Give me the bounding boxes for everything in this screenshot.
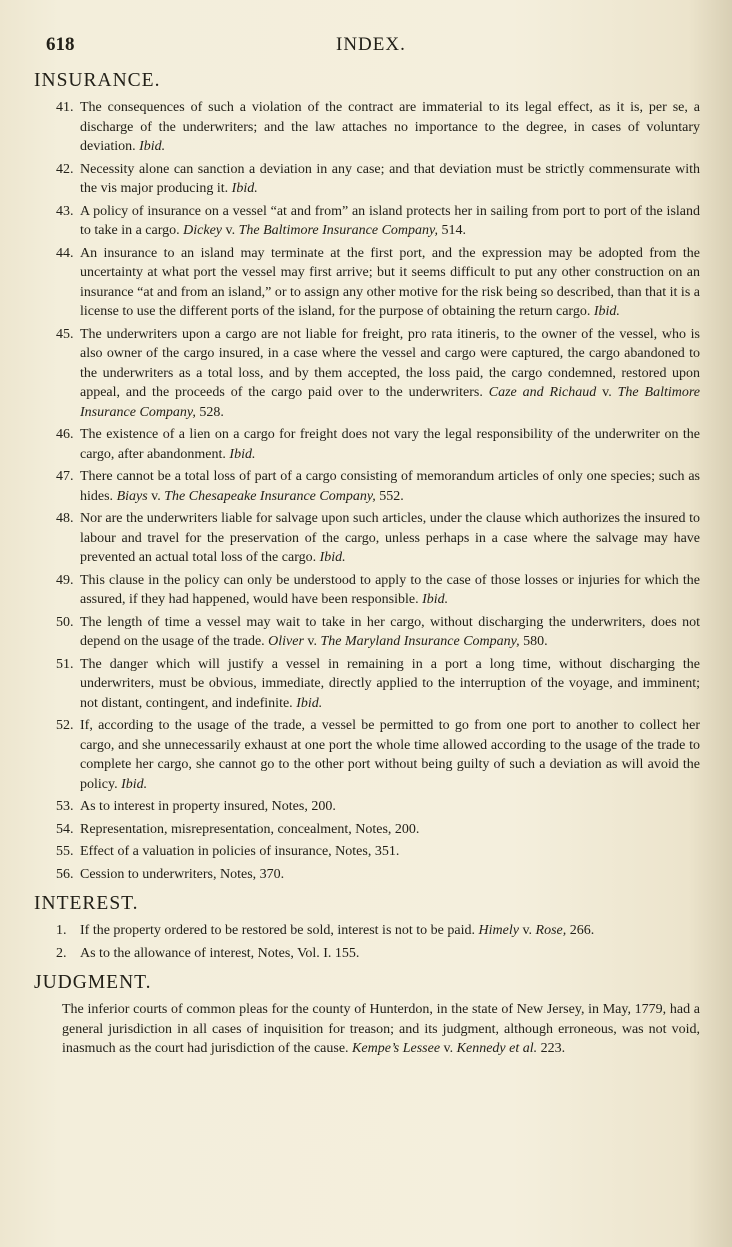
index-entry: 54. Representation, misrepresentation, concealment, Notes, 200. bbox=[56, 821, 420, 837]
index-entry: 56. Cession to underwriters, Notes, 370. bbox=[56, 866, 285, 882]
section-heading-insurance: INSURANCE. bbox=[34, 70, 161, 91]
index-entry: 55. Effect of a valuation in policies of insurance, Notes, 351. bbox=[56, 844, 400, 859]
index-entry: 43. A policy of insurance on a vessel “at and from” an island protects her in sailing from port to port of the island to take in a cargo. Dickey v. The Baltimore Insurance Company, 514. bbox=[56, 203, 700, 238]
index-entry: 2. As to the allowance of interest, Notes, Vol. I. 155. bbox=[56, 945, 360, 961]
index-entry: 52. If, according to the usage of the trade, a vessel be permitted to go from one port to another to collect her cargo, and she unnecessarily exhaust at one port the whole time allowed according to the usage of the trade to complete her cargo, she cannot go to the other port without being guilty of such a deviation as will avoid the policy. Ibid. bbox=[56, 718, 700, 792]
index-entry: 50. The length of time a vessel may wait to take in her cargo, without discharging the underwriters, does not depend on the usage of the trade. Oliver v. The Maryland Insurance Company, 580. bbox=[56, 614, 700, 649]
index-entry: 48. Nor are the underwriters liable for salvage upon such articles, under the clause which authorizes the insured to labour and travel for the preservation of the cargo, unless perhaps in a case where the salvage may have prevented an actual total loss of the cargo. Ibid. bbox=[56, 511, 700, 565]
index-entry: 49. This clause in the policy can only be understood to apply to the case of those losses or injuries for which the assured, if they had happened, would have been responsible. Ibid. bbox=[56, 572, 700, 607]
index-entry: 1. If the property ordered to be restored be sold, interest is not to be paid. Himely v. Rose, 266. bbox=[56, 923, 595, 938]
index-entry: 41. The consequences of such a violation of the contract are immaterial to its legal effect, as it is, per se, a discharge of the underwriters; and the law attaches no importance to the degree, in cases of voluntary deviation. Ibid. bbox=[56, 100, 700, 154]
index-entry: 47. There cannot be a total loss of part of a cargo consisting of memorandum articles of only one species; such as hides. Biays v. The Chesapeake Insurance Company, 552. bbox=[56, 469, 700, 504]
section-heading-judgment: JUDGMENT. bbox=[34, 972, 152, 993]
index-content bbox=[34, 70, 700, 1059]
index-entry: 44. An insurance to an island may terminate at the first port, and the expression may be adopted from the uncertainty at what port the vessel may first arrive; but it seems difficult to put any other construction on an insurance “at and from an island,” or to assign any other motive for the risk being so described, than that it is a license to use the different ports of the island, for the purpose of obtaining the return cargo. Ibid. bbox=[56, 245, 700, 319]
running-head: INDEX. bbox=[336, 34, 406, 55]
judgment-paragraph: The inferior courts of common pleas for the county of Hunterdon, in the state of New Jersey, in May, 1779, had a general jurisdiction in all cases of inquisition for treason; and its judgment, although erroneous, was not void, inasmuch as the court had jurisdiction of the cause. Kempe’s Lessee v. Kennedy et al. 223. bbox=[62, 1002, 700, 1056]
index-entry: 53. As to interest in property insured, Notes, 200. bbox=[56, 799, 336, 814]
index-entry: 42. Necessity alone can sanction a deviation in any case; and that deviation must be strictly commensurate with the vis major producing it. Ibid. bbox=[56, 161, 700, 196]
insurance-entries bbox=[34, 98, 700, 884]
index-entry: 46. The existence of a lien on a cargo for freight does not vary the legal responsibility of the underwriter on the cargo, after abandonment. Ibid. bbox=[56, 427, 700, 462]
index-entry: 51. The danger which will justify a vessel in remaining in a port a long time, without discharging the underwriters, must be obvious, immediate, directly applied to the interruption of the voyage, and imminent; not distant, contingent, and indefinite. Ibid. bbox=[56, 656, 700, 711]
section-heading-interest: INTEREST. bbox=[34, 893, 139, 914]
page-header bbox=[46, 34, 686, 60]
page-number: 618 bbox=[46, 34, 75, 55]
index-entry: 45. The underwriters upon a cargo are not liable for freight, pro rata itineris, to the owner of the vessel, who is also owner of the cargo insured, in a case where the vessel and cargo were captured, the cargo abandoned to the underwriters as a total loss, and by them accepted, the loss paid, the cargo condemned, restored upon appeal, and the proceeds of the cargo paid over to the underwriters. Caze and Richaud v. The Baltimore Insurance Company, 528. bbox=[56, 326, 701, 420]
